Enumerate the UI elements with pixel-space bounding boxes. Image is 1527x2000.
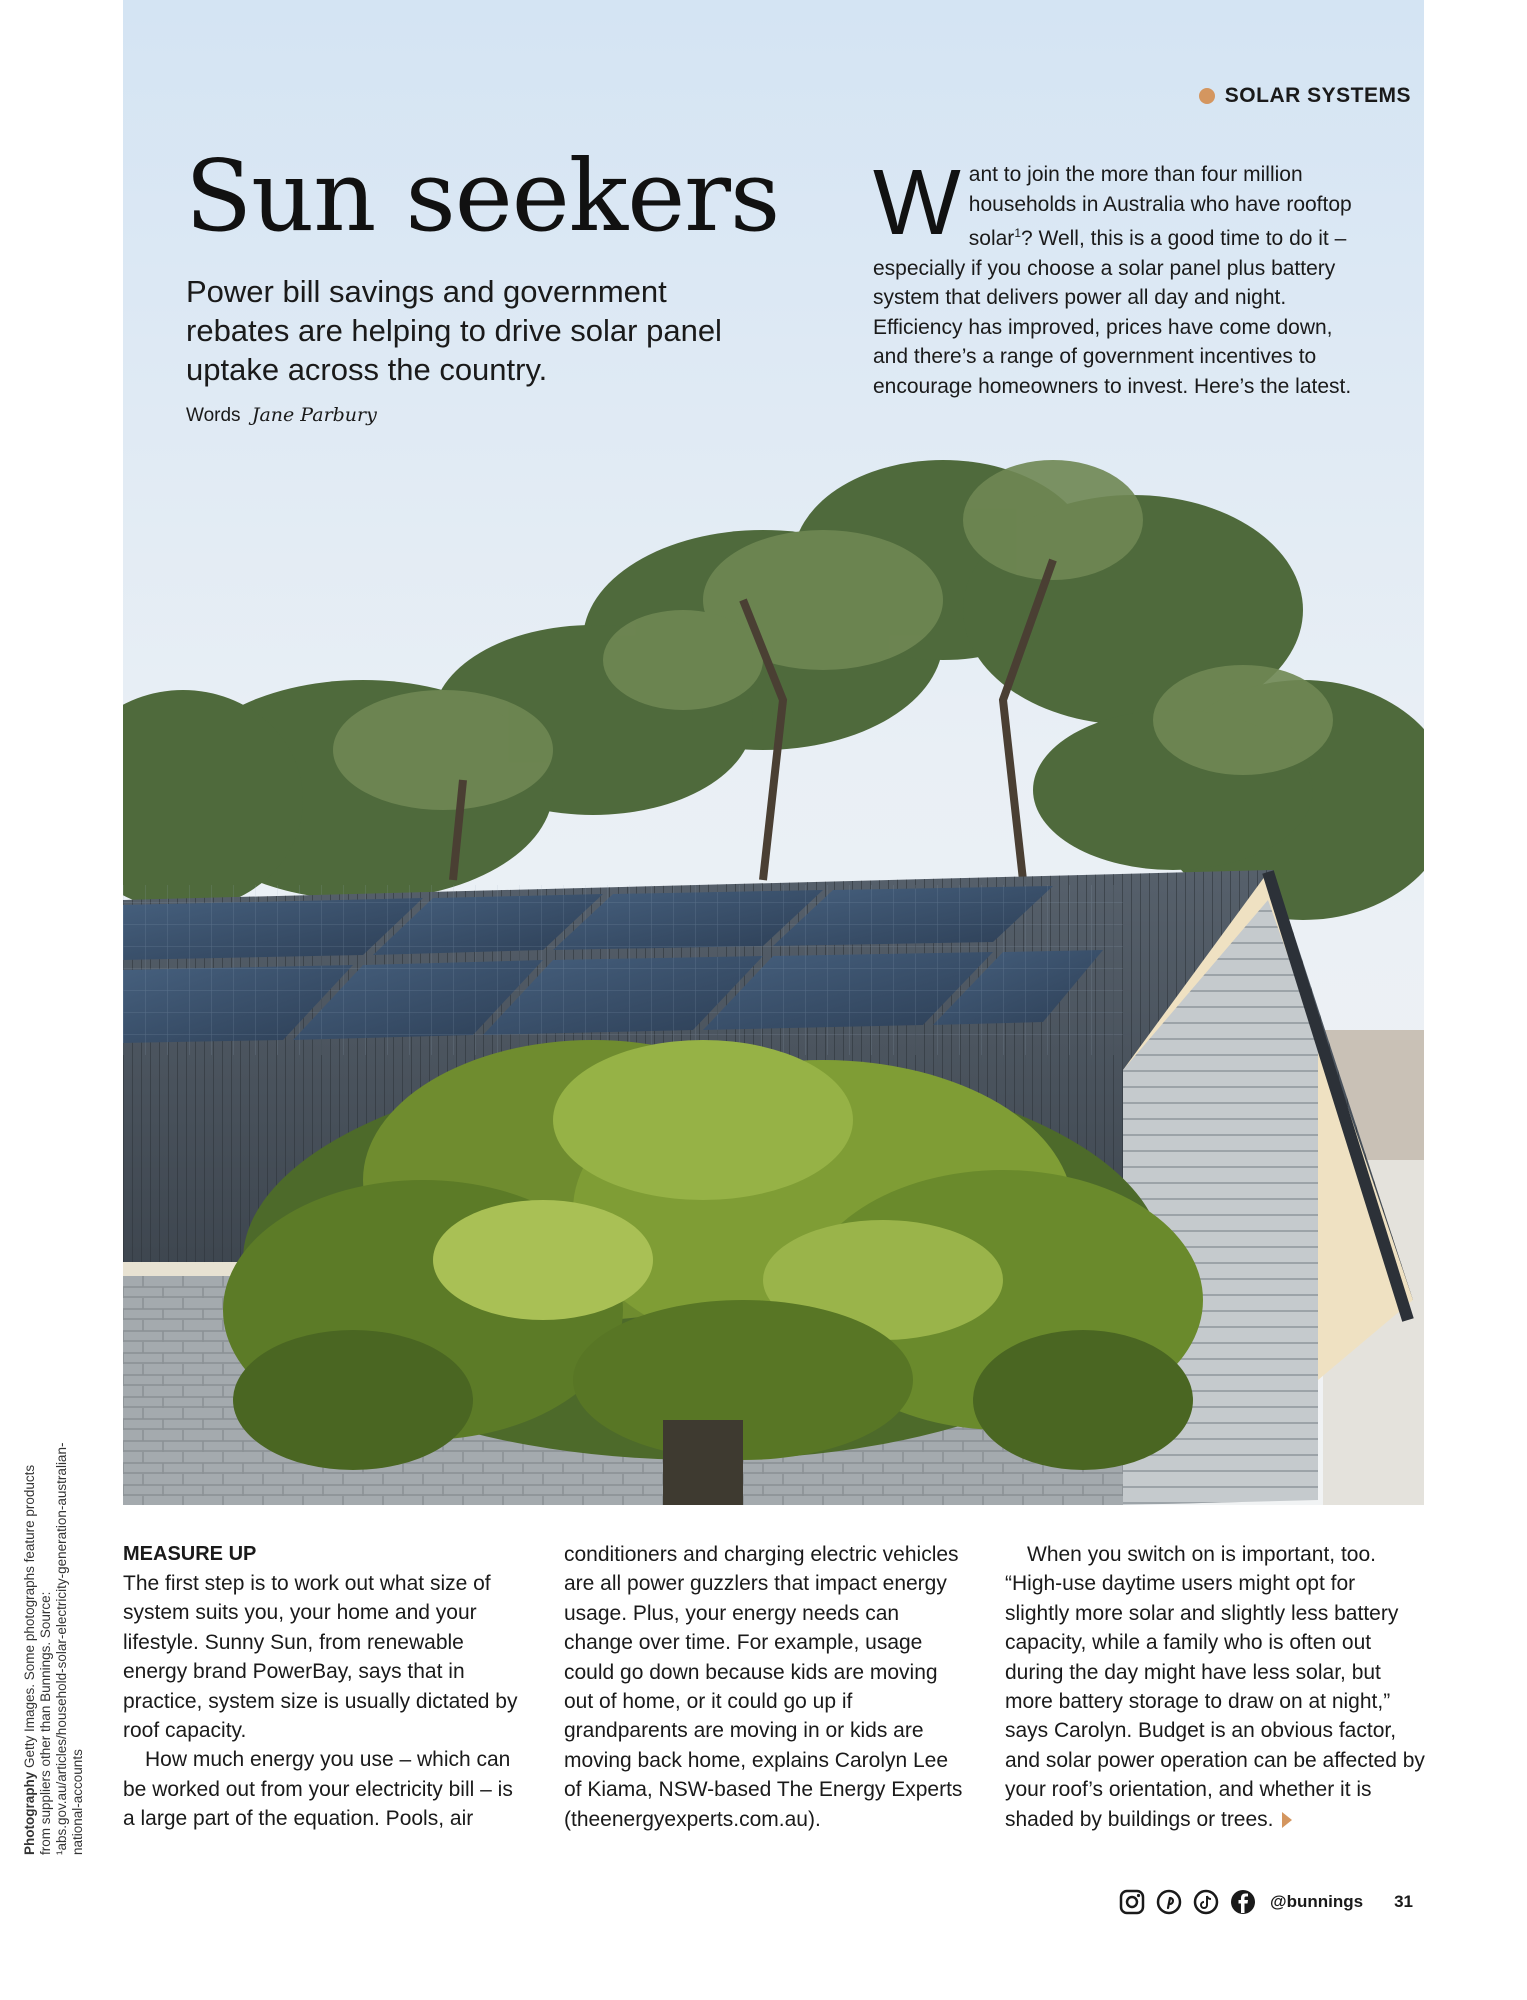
drop-cap: W xyxy=(873,150,961,254)
instagram-icon[interactable] xyxy=(1118,1888,1146,1916)
tiktok-icon[interactable] xyxy=(1192,1888,1220,1916)
intro-text-end: ? Well, this is a good time to do it – especially if you choose a solar panel plus battery system that delivers power all day and night. Efficiency has improved, prices have come down, and there’s a range of government incentives to encourage homeowners to invest. Here’s the latest. xyxy=(873,227,1352,398)
page-footer xyxy=(1118,1888,1413,1916)
credit-label: Photography xyxy=(22,1771,37,1855)
body-paragraph: How much energy you use – which can be worked out from your electricity bill – is a large part of the equation. Pools, air xyxy=(123,1748,513,1831)
footnote-marker: 1 xyxy=(1014,226,1021,240)
body-column-2 xyxy=(564,1540,964,1834)
byline-author: Jane Parbury xyxy=(251,404,377,426)
byline xyxy=(186,404,377,427)
page-number: 31 xyxy=(1394,1892,1413,1911)
facebook-icon[interactable] xyxy=(1229,1888,1257,1916)
body-column-1 xyxy=(123,1540,523,1834)
body-text: When you switch on is important, too. “High-use daytime users might opt for slightly more solar and slightly less battery capacity, while a family who is often out during the day might have less solar, but more battery storage to draw on at night,” says Carolyn. Budget is an obvious factor, and solar power operation can be affected by your roof’s orientation, and whether it is shaded by buildings or trees. xyxy=(1005,1543,1425,1831)
section-dot xyxy=(1199,88,1215,104)
body-paragraph: conditioners and charging electric vehicles are all power guzzlers that impact energy usage. Plus, your energy needs can change over time. For example, usage could go down because kids are moving out of home, or it could go up if grandparents are moving in or kids are moving back home, explains Carolyn Lee of Kiama, NSW-based The Energy Experts (theenergyexperts.com.au). xyxy=(564,1543,963,1831)
headline: Sun seekers xyxy=(185,140,780,254)
byline-prefix: Words xyxy=(186,405,241,426)
credit-text: Getty Images. Some photographs feature products from suppliers other than Bunnings. Source: ¹abs.gov.au/articles/household-solar-electricity-generation-australian-national-accounts xyxy=(22,1442,85,1855)
pinterest-icon[interactable] xyxy=(1155,1888,1183,1916)
section-tag xyxy=(1199,84,1411,108)
social-handle: @bunnings xyxy=(1270,1892,1364,1911)
photo-credit xyxy=(22,1435,86,1855)
intro-text-start: ant to join the more than four million households in Australia who have rooftop solar xyxy=(968,163,1352,250)
subheading-measure-up: MEASURE UP xyxy=(123,1543,257,1565)
body-paragraph: The first step is to work out what size of system suits you, your home and your lifestyle. Sunny Sun, from renewable energy brand PowerBay, says that in practice, system size is usually dictated by roof capacity. xyxy=(123,1572,518,1743)
intro-paragraph xyxy=(873,150,1363,401)
body-paragraph xyxy=(1005,1540,1425,1834)
continue-arrow-icon xyxy=(1282,1812,1292,1828)
body-column-3 xyxy=(1005,1540,1425,1834)
section-label: SOLAR SYSTEMS xyxy=(1224,84,1411,107)
deck: Power bill savings and government rebates are helping to drive solar panel uptake across the country. xyxy=(186,274,722,387)
